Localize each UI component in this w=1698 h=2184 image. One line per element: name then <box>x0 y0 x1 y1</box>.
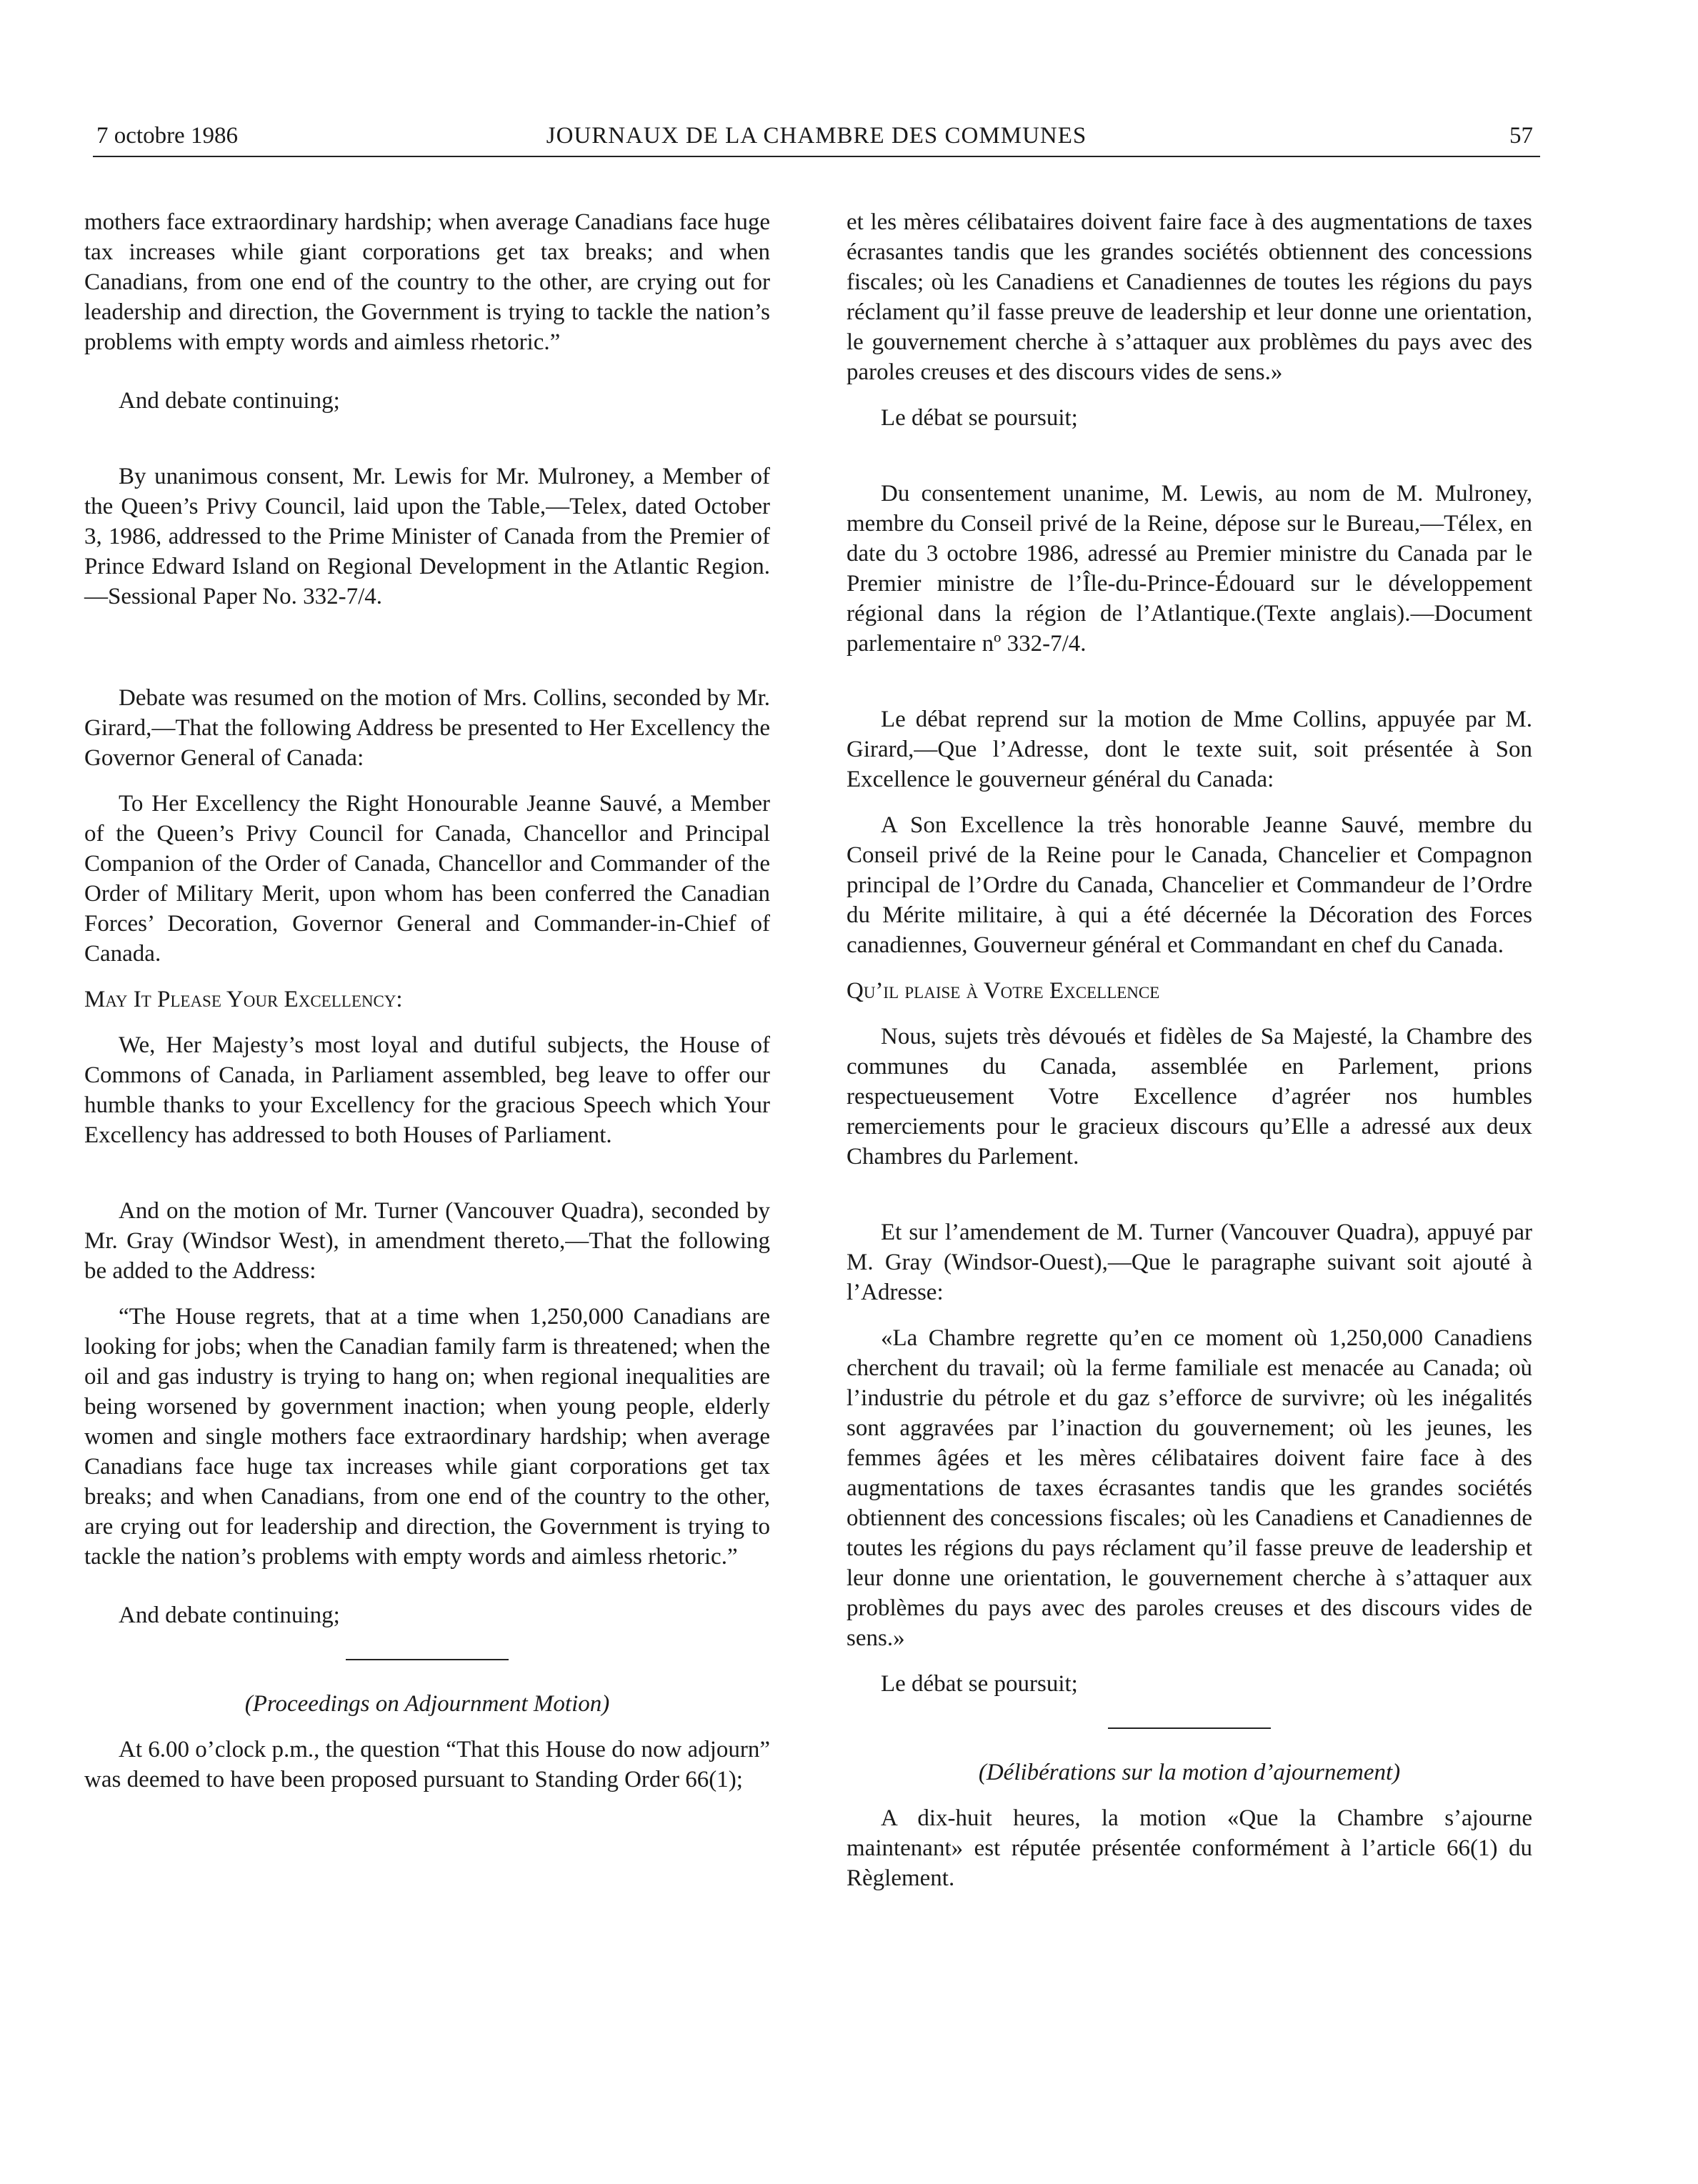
fr-adjournment-text: A dix-huit heures, la motion «Que la Chambre s’ajourne maintenant» est réputée présentée conformément à l’article 66(1) du Règlement. <box>846 1805 1532 1891</box>
french-column <box>846 207 1532 1893</box>
fr-debate-continuing-2: Le débat se poursuit; <box>881 1671 1078 1697</box>
en-amendment-motion: And on the motion of Mr. Turner (Vancouver Quadra), seconded by Mr. Gray (Windsor West), in amendment thereto,—That the following be added to the Address: <box>84 1198 770 1284</box>
fr-amendment-text: «La Chambre regrette qu’en ce moment où 1,250,000 Canadiens cherchent du travail; où la ferme familiale est menacée au Canada; où l’industrie du pétrole et du gaz s’efforce de survivre; où les inégalités sont aggravées par l’inaction du gouvernement; où les jeunes, les femmes âgées et les mères célibataires doivent faire face à des augmentations de taxes écrasantes tandis que les grandes sociétés obtiennent des concessions fiscales; où les Canadiens et Canadiennes de toutes les régions du pays réclament qu’il fasse preuve de leadership et leur donne une orientation, le gouvernement cherche à s’attaquer aux problèmes du pays avec des paroles creuses et des discours vides de sens.» <box>846 1325 1532 1651</box>
fr-continued-quote: et les mères célibataires doivent faire face à des augmentations de taxes écrasantes tandis que les grandes sociétés obtiennent des concessions fiscales; où les Canadiens et Canadiennes de toutes les régions du pays réclament qu’il fasse preuve de leadership et leur donne une orientation, le gouvernement cherche à s’attaquer aux problèmes du pays avec des paroles creuses et des discours vides de sens.» <box>846 209 1532 385</box>
fr-telex-tabling: Du consentement unanime, M. Lewis, au nom de M. Mulroney, membre du Conseil privé de la Reine, dépose sur le Bureau,—Télex, en date du 3 octobre 1986, adressé au Premier ministre du Canada par le Premier ministre de l’Île-du-Prince-Édouard sur le développement régional dans la région de l’Atlantique.(Texte anglais).—Document parlementaire nº 332-7/4. <box>846 481 1532 657</box>
journal-title: JOURNAUX DE LA CHAMBRE DES COMMUNES <box>546 123 1087 149</box>
english-column <box>84 207 770 1795</box>
page-header <box>93 121 1540 157</box>
header-date: 7 octobre 1986 <box>96 123 238 149</box>
fr-adjournment-heading: (Délibérations sur la motion d’ajournement) <box>978 1760 1401 1785</box>
fr-address-body: Nous, sujets très dévoués et fidèles de Sa Majesté, la Chambre des communes du Canada, assemblée en Parlement, prions respectueusement Votre Excellence d’agréer nos humbles remerciements pour le gracieux discours qu’Elle a adressé aux deux Chambres du Parlement. <box>846 1024 1532 1170</box>
en-address-body: We, Her Majesty’s most loyal and dutiful subjects, the House of Commons of Canada, in Parliament assembled, beg leave to offer our humble thanks to your Excellency for the gracious Speech which Your Excellency has addressed to both Houses of Parliament. <box>84 1032 770 1148</box>
en-adjournment-heading: (Proceedings on Adjournment Motion) <box>244 1691 610 1717</box>
en-address-to-excellency: To Her Excellency the Right Honourable Jeanne Sauvé, a Member of the Queen’s Privy Council for Canada, Chancellor and Principal Companion of the Order of Canada, Chancellor and Commander of the Order of Military Merit, upon whom has been conferred the Canadian Forces’ Decoration, Governor General and Commander-in-Chief of Canada. <box>84 791 770 967</box>
en-telex-tabling: By unanimous consent, Mr. Lewis for Mr. Mulroney, a Member of the Queen’s Privy Council, laid upon the Table,—Telex, dated October 3, 1986, addressed to the Prime Minister of Canada from the Premier of Prince Edward Island on Regional Development in the Atlantic Region.—Sessional Paper No. 332-7/4. <box>84 464 770 609</box>
en-debate-resumed: Debate was resumed on the motion of Mrs. Collins, seconded by Mr. Girard,—That the following Address be presented to Her Excellency the Governor General of Canada: <box>84 685 770 771</box>
fr-debate-continuing: Le débat se poursuit; <box>881 405 1078 431</box>
fr-salutation: Qu’il plaise à Votre Excellence <box>846 978 1160 1004</box>
en-adjournment-text: At 6.00 o’clock p.m., the question “That this House do now adjourn” was deemed to have been proposed pursuant to Standing Order 66(1); <box>84 1737 770 1792</box>
fr-amendment-motion: Et sur l’amendement de M. Turner (Vancouver Quadra), appuyé par M. Gray (Windsor-Ouest),—Que le paragraphe suivant soit ajouté à l’Adresse: <box>846 1220 1532 1305</box>
en-continued-quote: mothers face extraordinary hardship; when average Canadians face huge tax increases while giant corporations get tax breaks; and when Canadians, from one end of the country to the other, are crying out for leadership and direction, the Government is trying to tackle the nation’s problems with empty words and aimless rhetoric.” <box>84 209 770 355</box>
en-debate-continuing: And debate continuing; <box>119 388 340 414</box>
fr-debate-resumed: Le débat reprend sur la motion de Mme Collins, appuyée par M. Girard,—Que l’Adresse, dont le texte suit, soit présentée à Son Excellence le gouverneur général du Canada: <box>846 707 1532 792</box>
fr-address-to-excellency: A Son Excellence la très honorable Jeanne Sauvé, membre du Conseil privé de la Reine pour le Canada, Chancelier et Compagnon principal de l’Ordre du Canada, Chancelier et Commandeur de l’Ordre du Mérite militaire, à qui a été décernée la Décoration des Forces canadiennes, Gouverneur général et Commandant en chef du Canada. <box>846 812 1532 958</box>
en-amendment-text: “The House regrets, that at a time when 1,250,000 Canadians are looking for jobs; when the Canadian family farm is threatened; when the oil and gas industry is trying to hang on; when regional inequalities are being worsened by government inaction; when young people, elderly women and single mothers face extraordinary hardship; when average Canadians face huge tax increases while giant corporations get tax breaks; and when Canadians, from one end of the country to the other, are crying out for leadership and direction, the Government is trying to tackle the nation’s problems with empty words and aimless rhetoric.” <box>84 1304 770 1570</box>
page-number: 57 <box>1509 123 1533 149</box>
en-debate-continuing-2: And debate continuing; <box>119 1602 340 1628</box>
en-salutation: May It Please Your Excellency: <box>84 987 403 1012</box>
